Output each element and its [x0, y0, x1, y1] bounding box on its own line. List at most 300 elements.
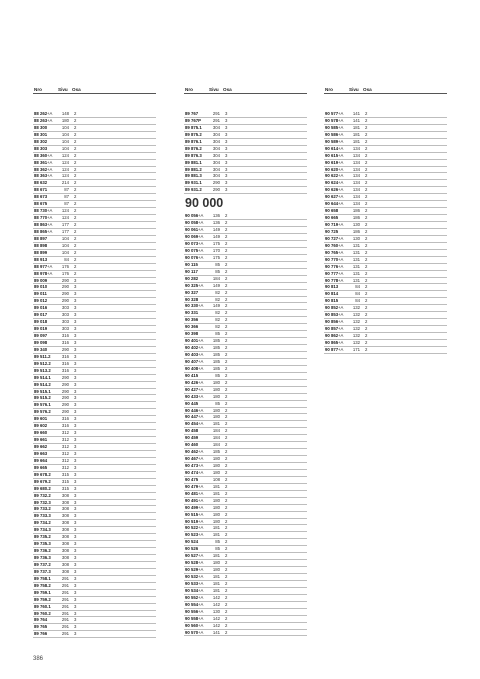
index-row	[324, 153, 447, 160]
index-row	[184, 401, 307, 408]
part-ref: 2	[365, 249, 368, 255]
part-ref: 2	[225, 539, 228, 545]
item-number: 89 931.2	[185, 187, 202, 193]
index-row	[33, 520, 156, 527]
index-row	[184, 220, 307, 227]
index-row	[184, 373, 307, 380]
part-ref: 2	[225, 580, 228, 586]
page-ref: 142	[212, 594, 220, 600]
page-ref: 124	[61, 152, 69, 158]
index-row	[33, 395, 156, 402]
part-ref: 3	[74, 277, 77, 283]
index-row	[324, 222, 447, 229]
page-ref: 82	[215, 289, 220, 295]
index-row	[324, 264, 447, 271]
item-number: 89 340	[34, 346, 48, 352]
index-row	[184, 227, 307, 234]
index-row	[184, 153, 307, 160]
item-number: 90 560	[185, 622, 199, 628]
index-row	[33, 624, 156, 631]
item-number: 90 877	[325, 346, 339, 352]
page-ref: 171	[352, 346, 360, 352]
page-ref: 180	[212, 469, 220, 475]
item-number: 89 660	[34, 430, 48, 436]
variant-mark: +A	[198, 234, 204, 240]
part-ref: 2	[225, 379, 228, 385]
part-ref: 2	[74, 194, 77, 200]
page-ref: 181	[212, 553, 220, 559]
item-number: 90 460	[185, 442, 199, 448]
item-number: 89 733.2	[34, 506, 51, 512]
page-ref: 291	[61, 575, 69, 581]
index-row	[184, 380, 307, 387]
index-row	[184, 505, 307, 512]
index-row	[184, 352, 307, 359]
page-ref: 134	[352, 159, 360, 165]
item-number: 89 019	[34, 326, 48, 332]
index-row	[184, 269, 307, 276]
part-ref: 2	[365, 201, 368, 207]
index-row	[33, 229, 156, 236]
page-ref: 304	[212, 145, 220, 151]
part-ref: 3	[74, 346, 77, 352]
index-row	[184, 428, 307, 435]
part-ref: 3	[74, 534, 77, 540]
variant-mark: +A	[198, 608, 204, 614]
part-ref: 2	[74, 117, 77, 123]
page-ref: 308	[61, 499, 69, 505]
part-ref: 2	[225, 490, 228, 496]
page-ref: 290	[61, 284, 69, 290]
index-row	[184, 132, 307, 139]
index-row	[184, 470, 307, 477]
variant-mark: +A	[338, 145, 344, 151]
header-sivu: Sivu	[209, 87, 219, 92]
item-number: 89 098	[34, 339, 48, 345]
part-ref: 3	[74, 506, 77, 512]
page-ref: 180	[212, 393, 220, 399]
variant-mark: +A	[338, 131, 344, 137]
part-ref: 2	[225, 594, 228, 600]
part-ref: 2	[74, 242, 77, 248]
variant-mark: +A	[338, 312, 344, 318]
variant-mark: +A	[338, 187, 344, 193]
page-ref: 185	[212, 352, 220, 357]
page-ref: 84	[355, 291, 360, 297]
part-ref: 3	[225, 166, 228, 172]
part-ref: 3	[74, 464, 77, 470]
part-ref: 2	[225, 345, 228, 351]
variant-mark: +A	[338, 256, 344, 262]
page-ref: 181	[212, 532, 220, 538]
part-ref: 3	[74, 444, 77, 449]
index-column-3	[324, 83, 447, 354]
index-row	[33, 354, 156, 361]
variant-mark: +A	[198, 303, 204, 309]
index-row	[184, 560, 307, 567]
variant-mark: +A	[338, 346, 344, 352]
variant-mark: +A	[338, 235, 344, 241]
variant-mark: +A	[198, 352, 204, 357]
index-row	[33, 264, 156, 271]
index-row	[184, 421, 307, 428]
item-number: 89 010	[34, 284, 48, 290]
item-number: 90 577	[325, 111, 339, 116]
page-ref: 304	[212, 124, 220, 130]
page-ref: 308	[61, 561, 69, 567]
part-ref: 2	[74, 152, 77, 158]
index-row	[184, 456, 307, 463]
page-ref: 104	[61, 242, 69, 248]
index-row	[33, 111, 156, 118]
variant-mark: +A	[338, 194, 344, 200]
item-number: 90 626	[325, 187, 339, 193]
part-ref: 2	[225, 234, 228, 240]
item-number: 88 897	[34, 235, 48, 241]
part-ref: 3	[74, 492, 77, 498]
index-row	[184, 449, 307, 456]
part-ref: 3	[74, 610, 77, 616]
part-ref: 2	[365, 111, 368, 116]
page-ref: 303	[61, 312, 69, 318]
part-ref: 2	[225, 289, 228, 295]
page-ref: 141	[212, 629, 220, 635]
variant-mark: +A	[198, 227, 204, 233]
item-number: 89 512.2	[34, 360, 51, 366]
item-number: 89 513.2	[34, 367, 51, 373]
part-ref: 2	[74, 145, 77, 151]
item-number: 90 398	[185, 331, 199, 337]
page-ref: 290	[61, 402, 69, 408]
index-column-2	[184, 83, 307, 636]
part-ref: 2	[225, 220, 228, 226]
index-row	[184, 297, 307, 304]
item-number: 90 627	[325, 194, 339, 200]
item-number: 88 361	[34, 159, 48, 165]
page-ref: 316	[61, 360, 69, 366]
part-ref: 3	[225, 187, 228, 193]
page-ref: 132	[352, 339, 360, 345]
index-row	[184, 525, 307, 532]
index-row	[33, 569, 156, 576]
part-ref: 3	[74, 450, 77, 456]
index-row	[184, 414, 307, 421]
page-ref: 82	[215, 296, 220, 302]
page-ref: 131	[352, 270, 360, 276]
header-osa: Osa	[363, 87, 372, 92]
index-row	[33, 472, 156, 479]
item-number: 89 760.1	[34, 603, 51, 609]
item-number: 88 898	[34, 242, 48, 248]
part-ref: 2	[365, 256, 368, 262]
index-row	[33, 118, 156, 125]
item-number: 90 658	[325, 208, 339, 214]
item-number: 88 899	[34, 249, 48, 255]
variant-mark: +A	[338, 180, 344, 186]
item-number: 90 857	[325, 326, 339, 332]
page-ref: 134	[352, 180, 360, 186]
page-ref: 181	[352, 131, 360, 137]
part-ref: 2	[74, 249, 77, 255]
item-number: 89 511.2	[34, 353, 51, 359]
part-ref: 2	[225, 338, 228, 344]
index-row	[33, 278, 156, 285]
page-ref: 134	[352, 173, 360, 179]
item-number: 90 328	[185, 296, 199, 302]
index-row	[184, 435, 307, 442]
variant-mark: +A	[198, 414, 204, 420]
page-ref: 312	[61, 457, 69, 463]
item-number: 89 017	[34, 312, 48, 318]
item-number: 88 863	[34, 222, 48, 227]
index-row	[184, 262, 307, 269]
page-ref: 131	[352, 256, 360, 262]
index-row	[324, 278, 447, 285]
part-ref: 2	[225, 483, 228, 489]
page-ref: 291	[212, 117, 220, 123]
variant-mark: +A	[198, 518, 204, 524]
header-osa: Osa	[223, 87, 232, 92]
index-row	[33, 389, 156, 396]
part-ref: 2	[74, 180, 77, 186]
page-ref: 141	[352, 111, 360, 116]
item-number: 90 115	[185, 261, 198, 267]
index-row	[33, 208, 156, 215]
part-ref: 2	[74, 166, 77, 172]
variant-mark: +A	[198, 365, 204, 371]
part-ref: 2	[225, 518, 228, 524]
variant-mark: +A	[47, 166, 53, 172]
variant-mark: +A	[338, 339, 344, 345]
page-ref: 184	[212, 435, 220, 441]
index-row	[184, 359, 307, 366]
page-ref: 291	[61, 596, 69, 602]
page-ref: 104	[61, 138, 69, 144]
variant-mark: +A	[47, 263, 53, 269]
item-number: 88 632	[34, 180, 48, 186]
item-number: 90 325	[185, 282, 199, 288]
page-ref: 312	[61, 450, 69, 456]
index-row	[33, 458, 156, 465]
item-number: 90 586	[325, 131, 339, 137]
page-ref: 184	[212, 442, 220, 448]
page-ref: 84	[355, 298, 360, 304]
page-ref: 303	[61, 319, 69, 325]
variant-mark: +A	[198, 456, 204, 462]
page-ref: 132	[352, 326, 360, 332]
item-number: 89 016	[34, 305, 48, 311]
index-row	[33, 423, 156, 430]
part-ref: 2	[225, 546, 228, 552]
page-ref: 185	[212, 345, 220, 351]
page-ref: 291	[61, 631, 69, 637]
part-ref: 2	[225, 303, 228, 309]
page-ref: 290	[212, 180, 220, 186]
part-ref: 3	[74, 402, 77, 408]
item-number: 89 766	[34, 631, 48, 637]
index-row	[324, 271, 447, 278]
part-ref: 2	[365, 166, 368, 172]
variant-mark: +A	[198, 615, 204, 621]
part-ref: 2	[74, 159, 77, 165]
item-number: 88 978	[34, 270, 48, 276]
item-number: 90 770	[325, 256, 339, 262]
variant-mark: +A	[338, 333, 344, 338]
part-ref: 2	[365, 173, 368, 179]
index-row	[184, 588, 307, 595]
page-ref: 185	[212, 365, 220, 371]
item-number: 90 473	[185, 463, 199, 468]
part-ref: 2	[225, 567, 228, 573]
index-row	[33, 500, 156, 507]
index-row	[184, 213, 307, 220]
page-ref: 304	[212, 173, 220, 179]
index-row	[33, 319, 156, 326]
part-ref: 3	[225, 111, 228, 116]
item-number: 89 664	[34, 457, 48, 463]
page-ref: 82	[215, 310, 220, 316]
page-ref: 82	[215, 324, 220, 330]
index-row	[184, 553, 307, 560]
item-number: 90 523	[185, 532, 199, 538]
item-number: 90 644	[325, 201, 339, 207]
part-ref: 2	[225, 296, 228, 302]
index-row	[33, 173, 156, 180]
page-ref: 186	[352, 215, 360, 221]
part-ref: 2	[365, 263, 368, 269]
index-row	[184, 581, 307, 588]
index-row	[184, 317, 307, 324]
page-ref: 134	[352, 166, 360, 172]
part-ref: 2	[365, 159, 368, 165]
item-number: 90 533	[185, 580, 199, 586]
page-ref: 148	[61, 111, 69, 116]
variant-mark: +A	[47, 111, 53, 116]
part-ref: 3	[74, 298, 77, 304]
variant-mark: +A	[47, 173, 53, 179]
index-row	[33, 160, 156, 167]
item-number: 90 075	[185, 247, 199, 253]
part-ref: 2	[365, 339, 368, 345]
index-row	[184, 394, 307, 401]
item-number: 90 445	[185, 400, 199, 406]
page-ref: 177	[61, 222, 69, 227]
index-row	[184, 366, 307, 373]
item-number: 90 056	[185, 213, 199, 219]
item-number: 90 117	[185, 268, 198, 274]
page-ref: 308	[61, 541, 69, 547]
part-ref: 2	[365, 298, 368, 304]
variant-mark: +A	[338, 166, 344, 172]
item-number: 89 767	[185, 111, 199, 116]
index-row	[184, 408, 307, 415]
index-row	[184, 477, 307, 484]
part-ref: 2	[365, 270, 368, 276]
item-number: 89 764	[34, 617, 48, 623]
index-row	[33, 548, 156, 555]
part-ref: 2	[225, 532, 228, 538]
part-ref: 2	[225, 615, 228, 621]
page-ref: 181	[212, 525, 220, 531]
part-ref: 3	[225, 124, 228, 130]
variant-mark: +A	[198, 220, 204, 226]
index-row	[184, 111, 307, 118]
page-ref: 184	[212, 275, 220, 281]
item-number: 90 458	[185, 428, 199, 434]
part-ref: 3	[74, 527, 77, 533]
part-ref: 2	[74, 235, 77, 241]
page-ref: 177	[61, 228, 69, 234]
variant-mark: +A	[338, 152, 344, 158]
index-row	[184, 324, 307, 331]
item-number: 90 433	[185, 393, 199, 399]
part-ref: 2	[225, 358, 228, 364]
item-number: 89 734.3	[34, 527, 51, 533]
index-row	[33, 236, 156, 243]
index-row	[184, 167, 307, 174]
item-number: 90 727	[325, 235, 339, 241]
index-row	[324, 305, 447, 312]
index-row	[184, 532, 307, 539]
variant-mark: +A	[338, 117, 344, 123]
variant-mark: +A	[198, 553, 204, 559]
part-ref: 2	[225, 310, 228, 316]
page-ref: 308	[61, 506, 69, 512]
variant-mark: +A	[198, 580, 204, 586]
index-row	[324, 125, 447, 132]
item-number: 89 514.1	[34, 374, 51, 380]
page-ref: 181	[212, 483, 220, 489]
page-ref: 291	[212, 111, 220, 116]
page-ref: 85	[215, 539, 220, 545]
index-row	[33, 576, 156, 583]
page-ref: 312	[61, 444, 69, 449]
item-number: 90 777	[325, 270, 339, 276]
page-ref: 316	[61, 423, 69, 429]
index-row	[184, 187, 307, 194]
item-number: 89 876.1	[185, 138, 202, 144]
variant-mark: +A	[47, 152, 53, 158]
page-ref: 312	[61, 464, 69, 470]
index-row	[33, 146, 156, 153]
item-number: 90 862	[325, 333, 339, 338]
item-number: 90 853	[325, 312, 339, 318]
part-ref: 3	[74, 575, 77, 581]
page-ref: 85	[215, 372, 220, 378]
index-row	[324, 326, 447, 333]
index-row	[33, 132, 156, 139]
index-row	[33, 361, 156, 368]
part-ref: 2	[225, 428, 228, 434]
item-number: 88 301	[34, 131, 48, 137]
page-ref: 290	[61, 395, 69, 401]
page-ref: 134	[352, 201, 360, 207]
index-row	[33, 534, 156, 541]
page-ref: 312	[61, 437, 69, 443]
item-number: 89 602	[34, 423, 48, 429]
item-number: 88 675	[34, 201, 48, 207]
part-ref: 2	[225, 476, 228, 482]
page-ref: 308	[61, 555, 69, 560]
index-row	[33, 305, 156, 312]
item-number: 90 462	[185, 449, 199, 455]
item-number: 89 018	[34, 319, 48, 325]
index-row	[184, 539, 307, 546]
index-row	[33, 444, 156, 451]
item-number: 89 875.1	[185, 124, 202, 130]
index-row	[324, 257, 447, 264]
part-ref: 3	[74, 416, 77, 422]
